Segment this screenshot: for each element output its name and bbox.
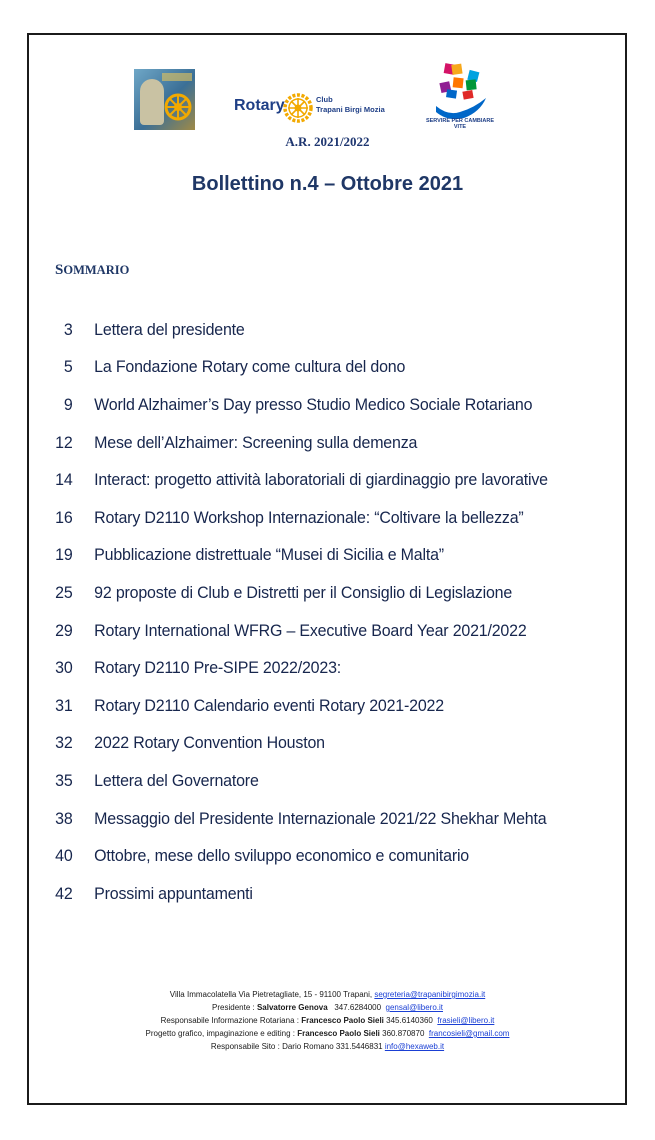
footer-site-manager: Responsabile Sito : Dario Romano 331.5446831 info@hexaweb.it — [210, 1042, 445, 1051]
summary-heading: SOMMARIO — [55, 262, 130, 278]
rotary-year: A.R. 2021/2022 — [285, 134, 370, 149]
toc-item-label: Lettera del presidente — [94, 319, 245, 339]
toc-item-label: World Alzhaimer’s Day presso Studio Medico Sociale Rotariano — [94, 394, 533, 414]
toc-item-label: Prossimi appuntamenti — [94, 883, 253, 903]
toc-page-number: 14 — [55, 470, 73, 490]
toc-item-label: Interact: progetto attività laboratoriali di giardinaggio pre lavorative — [94, 470, 548, 490]
toc-item-label: 2022 Rotary Convention Houston — [94, 733, 325, 753]
toc-item[interactable] — [50, 311, 576, 349]
toc-item[interactable] — [50, 349, 576, 387]
anniversary-logo — [134, 69, 195, 130]
footer-contacts — [0, 988, 655, 1053]
toc-item[interactable] — [50, 687, 576, 725]
toc-page-number: 5 — [63, 357, 73, 377]
toc-page-number: 12 — [55, 432, 73, 452]
toc-page-number: 40 — [55, 846, 73, 866]
toc-item-label: Messaggio del Presidente Internazionale 2021/22 Shekhar Mehta — [94, 808, 547, 828]
toc-page-number: 38 — [55, 808, 73, 828]
footer-address: Villa Immacolatella Via Pietretagliate, 15 - 91100 Trapani, segreteria@trapanibirgimozia.it — [169, 990, 486, 999]
logo-banner — [162, 73, 192, 81]
toc-item-label: Rotary D2110 Workshop Internazionale: “Coltivare la bellezza” — [94, 507, 524, 527]
toc-page-number: 32 — [55, 733, 73, 753]
toc-item-label: 92 proposte di Club e Distretti per il Consiglio di Legislazione — [94, 582, 513, 602]
logo-caption: SERVIRE PER CAMBIARE VITE — [425, 118, 495, 130]
toc-item[interactable] — [50, 875, 576, 913]
toc-page-number: 3 — [63, 319, 73, 339]
toc-item[interactable] — [50, 800, 576, 838]
toc-page-number: 42 — [55, 883, 73, 903]
footer-president: Presidente : Salvatorre Genova 347.6284000 gensal@libero.it — [212, 1003, 443, 1012]
toc-item-label: Rotary D2110 Calendario eventi Rotary 2021-2022 — [94, 695, 444, 715]
footer-design-credits: Progetto grafico, impaginazione e editing : Francesco Paolo Sieli 360.870870 francosieli@gmail.com — [145, 1029, 510, 1038]
toc-page-number: 29 — [55, 620, 73, 640]
toc-page-number: 35 — [55, 770, 73, 790]
toc-item-label: Rotary D2110 Pre-SIPE 2022/2023: — [94, 658, 342, 678]
rotary-wordmark: Rotary — [234, 97, 285, 114]
toc-page-number: 31 — [55, 695, 73, 715]
bulletin-title: Bollettino n.4 – Ottobre 2021 — [191, 173, 464, 195]
serve-to-change-lives-logo — [428, 62, 492, 124]
toc-item[interactable] — [50, 461, 576, 499]
secretary-email-link[interactable]: segreteria@trapanibirgimozia.it — [374, 990, 486, 999]
toc-page-number: 30 — [55, 658, 73, 678]
rotary-wheel-icon — [164, 93, 192, 121]
table-of-contents — [50, 311, 610, 913]
toc-page-number: 9 — [63, 394, 73, 414]
toc-page-number: 16 — [55, 507, 73, 527]
toc-item[interactable] — [50, 574, 576, 612]
toc-item-label: Lettera del Governatore — [94, 770, 259, 790]
toc-item-label: La Fondazione Rotary come cultura del dono — [94, 357, 406, 377]
club-name: Club Trapani Birgi Mozia — [316, 95, 385, 114]
rotary-wheel-icon — [282, 92, 314, 124]
info-email-link[interactable]: frasieli@libero.it — [437, 1016, 495, 1025]
design-email-link[interactable]: francosieli@gmail.com — [428, 1029, 510, 1038]
toc-item[interactable] — [50, 424, 576, 462]
toc-item[interactable] — [50, 762, 576, 800]
toc-item[interactable] — [50, 499, 576, 537]
toc-page-number: 19 — [55, 545, 73, 565]
site-email-link[interactable]: info@hexaweb.it — [384, 1042, 445, 1051]
toc-item[interactable] — [50, 612, 576, 650]
toc-item[interactable] — [50, 649, 576, 687]
toc-item-label: Mese dell’Alzhaimer: Screening sulla demenza — [94, 432, 418, 452]
toc-item[interactable] — [50, 537, 576, 575]
toc-item[interactable] — [50, 725, 576, 763]
toc-item-label: Ottobre, mese dello sviluppo economico e comunitario — [94, 846, 470, 866]
footer-info-manager: Responsabile Informazione Rotariana : Francesco Paolo Sieli 345.6140360 frasieli@libero.it — [160, 1016, 495, 1025]
toc-item[interactable] — [50, 837, 576, 875]
toc-item-label: Pubblicazione distrettuale “Musei di Sicilia e Malta” — [94, 545, 444, 565]
toc-page-number: 25 — [55, 582, 73, 602]
president-email-link[interactable]: gensal@libero.it — [385, 1003, 443, 1012]
toc-item-label: Rotary International WFRG – Executive Board Year 2021/2022 — [94, 620, 527, 640]
statue-figure — [140, 79, 164, 125]
toc-item[interactable] — [50, 386, 576, 424]
